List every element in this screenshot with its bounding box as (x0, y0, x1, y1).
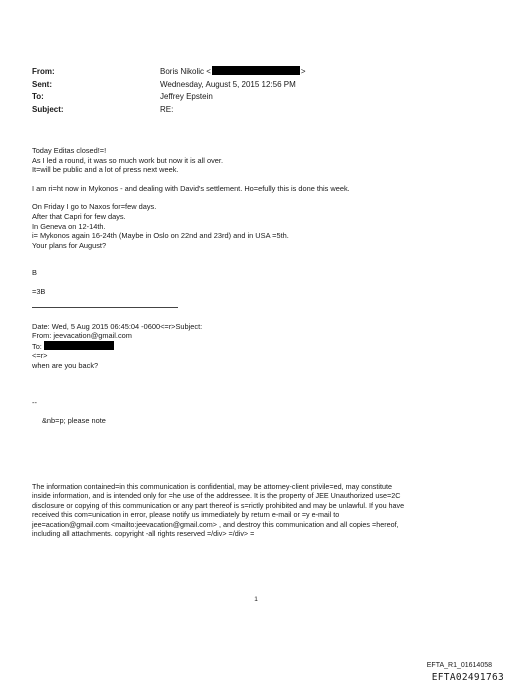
quoted-dashes: -- (32, 397, 37, 407)
bates-stamp-primary: EFTA_R1_01614058 (426, 662, 492, 669)
redaction-box (44, 341, 114, 350)
body-line: In Geneva on 12-14th. (32, 221, 106, 231)
body-line: On Friday I go to Naxos for=few days. (32, 202, 157, 212)
body-line: I am ri=ht now in Mykonos - and dealing with David's settlement. Ho=efully this is done this week. (32, 183, 350, 193)
sent-value: Wednesday, August 5, 2015 12:56 PM (160, 79, 296, 89)
subject-value: RE: (160, 104, 174, 114)
quoted-to-line (32, 341, 480, 352)
notice-line: jee=acation@gmail.com <mailto:jeevacation@gmail.com> , and destroy this communication and all copies =hereof, (32, 519, 399, 529)
notice-line: received this com=unication in error, please notify us immediately by return e-mail or =y e-mail to (32, 510, 340, 520)
quoted-question: when are you back? (32, 360, 99, 370)
sent-label: Sent: (32, 79, 52, 89)
body-line: As I led a round, it was so much work but now it is all over. (32, 155, 224, 165)
body-line: It=will be public and a lot of press next week. (32, 165, 179, 175)
subject-row (32, 104, 472, 117)
to-value: Jeffrey Epstein (160, 92, 213, 101)
signature-encoded: =3B (32, 286, 46, 296)
sent-row (32, 79, 472, 92)
notice-line: inside information, and is intended only for =he use of the addressee. It is the property of JEE Unauthorized use=2C (32, 491, 401, 501)
body-line: After that Capri for few days. (32, 211, 126, 221)
quoted-nbsp-note: &nb=p; please note (42, 416, 106, 426)
email-body (32, 146, 480, 426)
notice-line: including all attachments. copyright -all rights reserved =/div> =/div> = (32, 529, 255, 539)
from-label: From: (32, 67, 55, 76)
body-line: Today Editas closed!=! (32, 146, 107, 155)
subject-label: Subject: (32, 104, 64, 114)
signature-initial: B (32, 268, 37, 278)
from-name: Boris Nikolic < (160, 67, 211, 76)
to-row (32, 91, 472, 104)
page-number: 1 (254, 596, 258, 603)
from-row (32, 66, 472, 79)
body-line: i= Mykonos again 16-24th (Maybe in Oslo on 22nd and 23rd) and in USA =5th. (32, 231, 289, 241)
email-header (32, 66, 472, 116)
confidentiality-notice (32, 482, 480, 538)
separator-line (32, 307, 178, 308)
quoted-to-label: To: (32, 341, 42, 351)
quoted-from-line: From: jeevacation@gmail.com (32, 331, 132, 341)
notice-line: disclosure or copying of this communication or any part thereof is s=rictly prohibited and may be unlawful. If you have (32, 500, 405, 510)
body-line: Your plans for August? (32, 240, 107, 250)
quoted-break: <=r> (32, 351, 48, 361)
redaction-box (212, 66, 300, 75)
notice-line: The information contained=in this communication is confidential, may be attorney-client privile=ed, may constitute (32, 482, 392, 491)
quoted-date-line: Date: Wed, 5 Aug 2015 06:45:04 -0600<=r>Subject: (32, 321, 203, 331)
to-label: To: (32, 92, 44, 101)
from-suffix: > (300, 67, 306, 76)
from-value (160, 66, 306, 79)
bates-stamp-secondary: EFTA02491763 (431, 672, 504, 683)
